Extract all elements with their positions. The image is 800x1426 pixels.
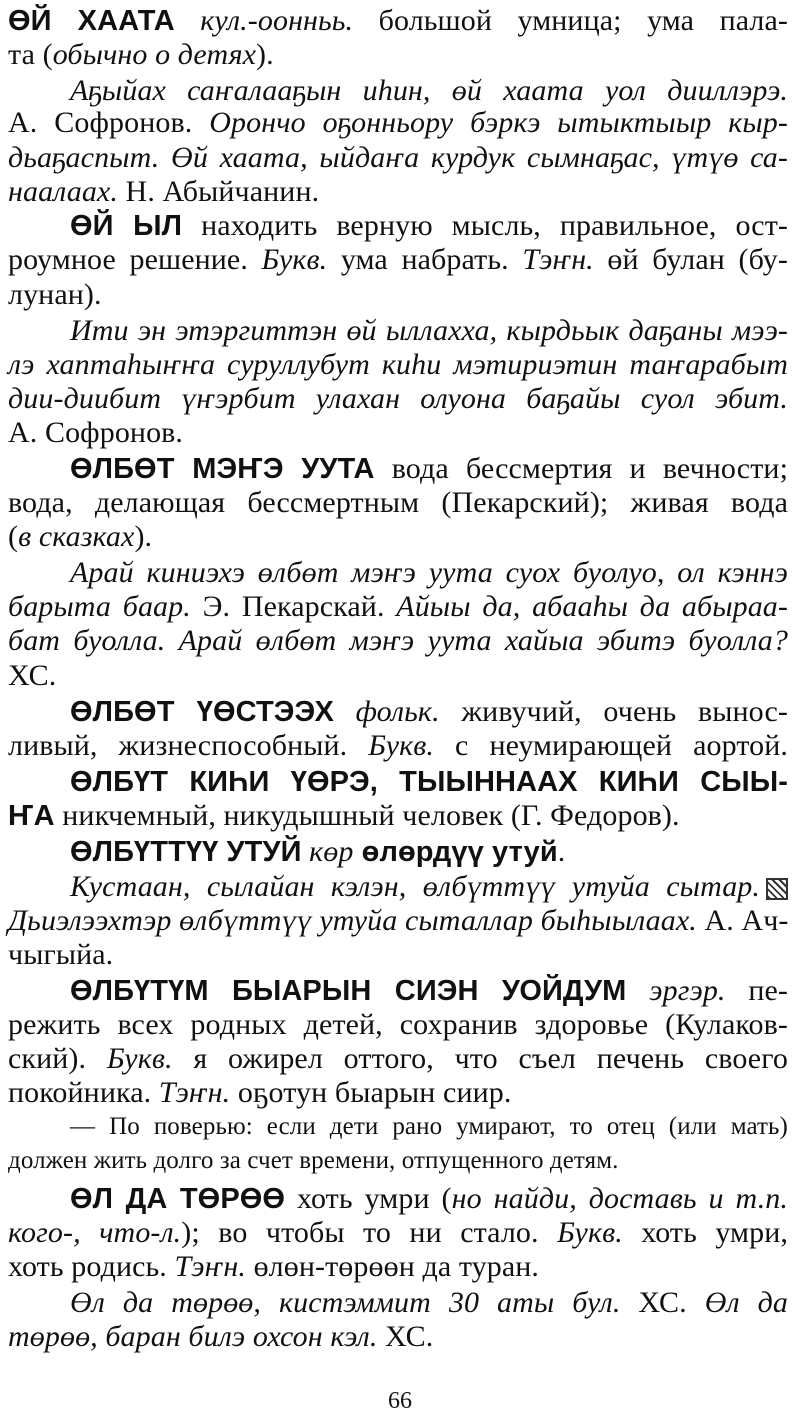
italic-text: наалаах. [8, 175, 118, 208]
text-line [70, 695, 788, 729]
text-segment: хоть родись. [8, 1250, 175, 1283]
text-segment: большой умница; ума пала- [353, 4, 788, 37]
text-line [70, 1286, 788, 1320]
text-segment: ); во чтобы то ни стало. [181, 1216, 558, 1249]
text-segment: өлөн-төрөөн да туран. [245, 1250, 540, 1283]
italic-text: дьаҕаспыт. Өй хаата, ыйдаҥа курдук сымнаҕас, үтүө са- [8, 141, 788, 174]
text-line [8, 38, 274, 72]
italic-text: Өл да [704, 1286, 788, 1319]
text-segment: хоть умри ( [285, 1182, 452, 1215]
headword: ӨЛБҮТ КИҺИ ҮӨРЭ, ТЫЫННААХ КИҺИ СЫЫ- [70, 766, 788, 798]
text-segment: ХС. [8, 659, 57, 692]
text-segment: өй булан (бу- [593, 243, 788, 276]
text-line [8, 175, 319, 209]
text-line [8, 520, 152, 554]
text-segment: я ожирел оттого, что съел печень своего [172, 1042, 788, 1075]
text-line [8, 1008, 788, 1042]
headword: ӨЛБҮТҮМ БЫАРЫН СИЭН УОЙДУМ [70, 975, 627, 1007]
text-line [70, 556, 788, 590]
headword: ӨЛБӨТ МЭҤЭ УУТА [70, 453, 375, 485]
text-segment: ). [134, 520, 153, 553]
italic-text: төрөө, баран билэ охсон кэл. [8, 1320, 378, 1353]
text-line [70, 974, 788, 1008]
text-segment: А. Софронов. [8, 416, 184, 449]
text-line [8, 729, 788, 763]
text-segment: Э. Пекарскай. [190, 590, 397, 623]
text-line [8, 382, 788, 416]
text-segment: — По поверью: если дети рано умирают, то отец (или мать) [70, 1113, 788, 1140]
text-line [8, 904, 788, 938]
text-line [8, 416, 183, 450]
italic-text: в сказках [18, 520, 135, 553]
italic-text: Букв. [261, 243, 328, 276]
text-segment: режить всех родных детей, сохранив здоровье (Кулаков- [8, 1008, 788, 1041]
italic-text: кого-, что-л. [8, 1216, 182, 1249]
text-segment: ливый, жизнеспособный. [8, 729, 369, 762]
text-segment: Н. Абыйчанин. [117, 175, 320, 208]
text-segment: лунан). [8, 278, 102, 311]
text-line [8, 348, 788, 382]
italic-text: Дьиэлээхтэр өлбүттүү утуйа сыталлар быһыылаах. [8, 904, 697, 937]
text-line [8, 938, 113, 972]
text-segment: вода бессмертия и вечности; [374, 452, 788, 485]
text-line [8, 1042, 788, 1076]
italic-text: Тэҥн. [174, 1250, 246, 1283]
text-line [70, 1182, 788, 1216]
text-line [70, 870, 788, 904]
text-line [8, 106, 788, 140]
headword: ӨЛ ДА ТӨРӨӨ [70, 1183, 286, 1215]
italic-text: Букв. [368, 729, 434, 762]
headword: ӨЛБҮТТҮҮ УТУЙ [70, 836, 302, 868]
page-number: 66 [388, 1388, 412, 1414]
italic-text: Өл да төрөө, кистэммит 30 аты бул. [70, 1286, 621, 1319]
text-line [8, 659, 56, 693]
text-segment: ский). [8, 1042, 107, 1075]
text-segment: с неумирающей аортой. [434, 729, 788, 762]
italic-text: Кустаан, сылайан кэлэн, өлбүттүү утуйа сытар. [70, 870, 760, 903]
text-line [8, 590, 788, 624]
italic-text: Ити эн этэргиттэн өй ыллахха, кырдьык даҕаны мээ- [70, 314, 788, 347]
text-segment: . [557, 835, 566, 868]
italic-text: но найди, доставь и т.п. [451, 1182, 788, 1215]
text-segment: оҕотун быарын сиир. [230, 1076, 512, 1109]
text-line [70, 314, 788, 348]
text-line [8, 624, 788, 658]
text-segment: никчемный, никудышный человек (Г. Федоров). [54, 799, 680, 832]
text-segment: пе- [725, 974, 789, 1007]
headword: ҤА [8, 800, 55, 832]
text-line [8, 1250, 539, 1284]
headword: өлөрдүү утуй [353, 836, 558, 868]
cross-reference-icon [766, 878, 788, 900]
italic-text: Аҕыйах саҥалааҕын иһин, өй хаата уол дииллэрэ. [70, 74, 788, 107]
italic-text: бат буолла. Арай өлбөт мэҥэ уута хайыа эбитэ буолла? [8, 624, 788, 657]
text-line [70, 835, 565, 869]
headword: ӨЙ ХААТА [8, 5, 175, 37]
text-line [8, 4, 788, 38]
text-line [8, 141, 788, 175]
italic-text: Айыы да, абааһы да абыраа- [396, 590, 789, 623]
text-line [70, 1112, 788, 1142]
italic-text: Орончо оҕонньору бэркэ ытыктыыр кыр- [209, 106, 788, 139]
text-segment: ХС. [377, 1320, 434, 1353]
italic-text: обычно о детях [52, 38, 257, 71]
italic-text: Арай киниэхэ өлбөт мэҥэ уута суох буолуо, ол кэннэ [70, 556, 788, 589]
text-segment: ХС. [620, 1286, 705, 1319]
text-line [8, 243, 788, 277]
italic-text: кул.-оонньь. [174, 4, 354, 37]
text-segment: А. Ач- [696, 904, 789, 937]
text-segment: ). [256, 38, 274, 71]
text-line [8, 799, 680, 833]
text-segment: ( [8, 520, 19, 553]
headword: ӨЙ ЫЛ [70, 210, 183, 242]
text-line [8, 1146, 619, 1176]
text-line [70, 209, 788, 243]
italic-text: барыта баар. [8, 590, 191, 623]
text-line [70, 765, 788, 799]
text-segment: должен жить долго за счет времени, отпущенного детям. [8, 1147, 619, 1174]
text-segment: хоть умри, [622, 1216, 788, 1249]
italic-text: Букв. [106, 1042, 173, 1075]
text-segment: ума набрать. [327, 243, 523, 276]
text-line [8, 278, 102, 312]
text-line [8, 486, 788, 520]
text-segment: вода, делающая бессмертным (Пекарский); живая вода [8, 486, 788, 519]
text-line [8, 1076, 511, 1110]
italic-text: лэ хаптаһыҥҥа суруллубут киһи мэтириэтин таҥарабыт [8, 348, 788, 381]
text-segment: находить верную мысль, правильное, ост- [182, 209, 789, 242]
italic-text: дии-диибит үҥэрбит улахан олуона баҕайы суол эбит. [8, 382, 788, 415]
italic-text: Букв. [557, 1216, 623, 1249]
text-segment: чыгыйа. [8, 938, 114, 971]
text-line [70, 74, 788, 108]
italic-text: Тэҥн. [522, 243, 594, 276]
text-line [8, 1216, 788, 1250]
text-segment: живучий, очень вынос- [439, 695, 788, 728]
text-segment: покойника. [8, 1076, 159, 1109]
text-line [8, 1320, 433, 1354]
italic-text: фольк. [333, 695, 440, 728]
text-line [70, 452, 788, 486]
text-segment: А. Софронов. [8, 106, 210, 139]
text-segment: та ( [8, 38, 53, 71]
headword: ӨЛБӨТ ҮӨСТЭЭХ [70, 696, 334, 728]
italic-text: Тэҥн. [158, 1076, 231, 1109]
text-segment: роумное решение. [8, 243, 262, 276]
italic-text: эргэр. [626, 974, 726, 1007]
italic-text: көр [301, 835, 354, 868]
